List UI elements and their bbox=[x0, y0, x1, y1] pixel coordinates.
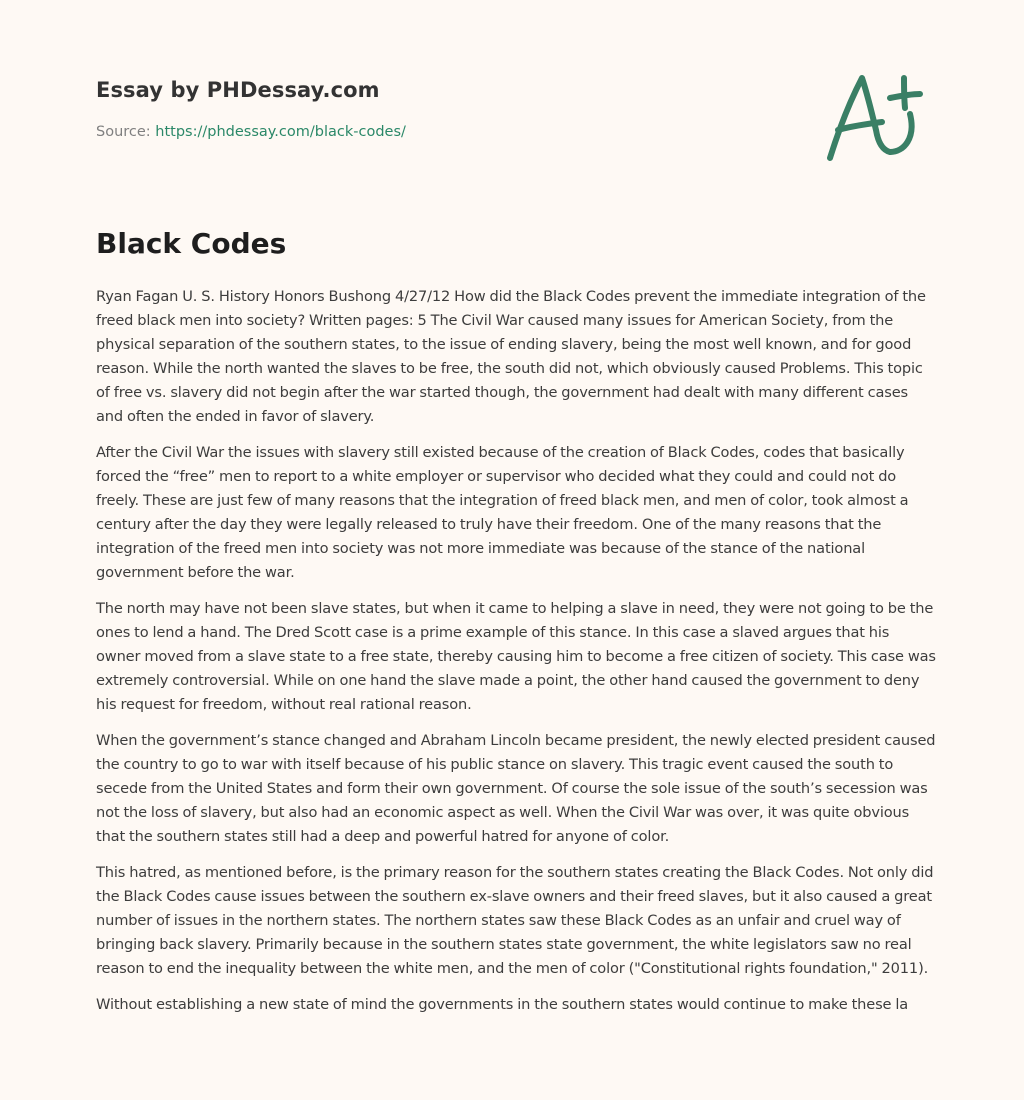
essay-paragraph: After the Civil War the issues with slavery still existed because of the creation of Black Codes, codes that basically forced the “free” men to report to a white employer or supervisor who decided what they could and could not do freely. These are just few of many reasons that the integration of freed black men, and men of color, took almost a century after the day they were legally released to truly have their freedom. One of the many reasons that the integration of the freed men into society was not more immediate was because of the stance of the national government before the war. bbox=[96, 444, 909, 581]
source-line bbox=[96, 122, 928, 142]
a-plus-grade-icon bbox=[822, 66, 932, 166]
site-title: Essay by PHDessay.com bbox=[96, 78, 380, 102]
page-header bbox=[96, 74, 928, 142]
essay-paragraph-truncated: Without establishing a new state of mind the governments in the southern states would continue to make these la bbox=[96, 996, 909, 1013]
source-link[interactable]: https://phdessay.com/black-codes/ bbox=[155, 124, 406, 140]
essay-body bbox=[96, 285, 936, 1029]
essay-paragraph: When the government’s stance changed and Abraham Lincoln became president, the newly elected president caused the country to go to war with itself because of his public stance on slavery. This tragic event caused the south to secede from the United States and form their own government. Of course the sole issue of the south’s secession was not the loss of slavery, but also had an economic aspect as well. When the Civil War was over, it was quite obvious that the southern states still had a deep and powerful hatred for anyone of color. bbox=[96, 732, 936, 845]
document-title: Black Codes bbox=[96, 227, 287, 260]
essay-paragraph: The north may have not been slave states, but when it came to helping a slave in need, they were not going to be the ones to lend a hand. The Dred Scott case is a prime example of this stance. In this case a slaved argues that his owner moved from a slave state to a free state, thereby causing him to become a free citizen of society. This case was extremely controversial. While on one hand the slave made a point, the other hand caused the government to deny his request for freedom, without real rational reason. bbox=[96, 600, 936, 713]
essay-paragraph: Ryan Fagan U. S. History Honors Bushong 4/27/12 How did the Black Codes prevent the immediate integration of the freed black men into society? Written pages: 5 The Civil War caused many issues for American Society, from the physical separation of the southern states, to the issue of ending slavery, being the most well known, and for good reason. While the north wanted the slaves to be free, the south did not, which obviously caused Problems. This topic of free vs. slavery did not begin after the war started though, the government had dealt with many different cases and often the ended in favor of slavery. bbox=[96, 288, 926, 425]
essay-paragraph: This hatred, as mentioned before, is the primary reason for the southern states creating the Black Codes. Not only did the Black Codes cause issues between the southern ex-slave owners and their freed slaves, but it also caused a great number of issues in the northern states. The northern states saw these Black Codes as an unfair and cruel way of bringing back slavery. Primarily because in the southern states state government, the white legislators saw no real reason to end the inequality between the white men, and the men of color ("Constitutional rights foundation," 2011). bbox=[96, 864, 934, 977]
source-label: Source: bbox=[96, 124, 151, 140]
